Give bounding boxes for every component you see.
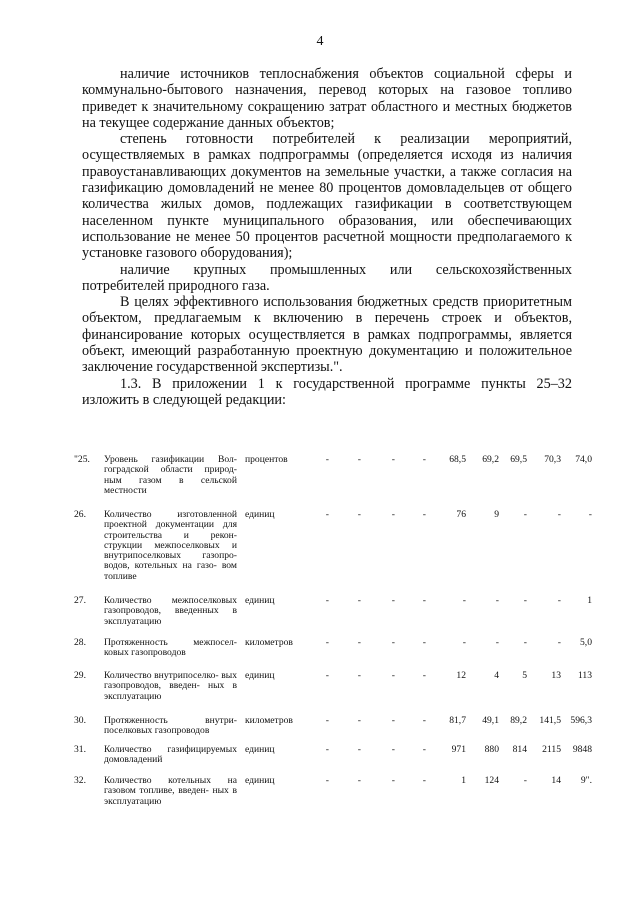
indicator-value: - xyxy=(557,509,561,520)
indicator-value: 69,5 xyxy=(510,454,527,465)
indicator-value: 9". xyxy=(580,775,592,786)
row-number: 32. xyxy=(74,775,86,786)
indicator-value: - xyxy=(357,715,361,726)
indicator-value: - xyxy=(391,595,395,606)
indicator-value: - xyxy=(557,595,561,606)
indicator-value: - xyxy=(357,454,361,465)
indicator-value: 14 xyxy=(551,775,561,786)
indicator-value: - xyxy=(422,595,426,606)
indicator-name: Протяженность межпосел- ковых газопроводов xyxy=(104,637,237,659)
body-text xyxy=(82,66,572,408)
indicator-value: 1 xyxy=(461,775,466,786)
indicator-value: 2115 xyxy=(542,744,561,755)
indicator-name: Количество изготовленной проектной документации для строительства и рекон- струкции межпоселковых и внутрипоселковых газопро- водов, котельных на газо- вом топливе xyxy=(104,509,237,582)
indicator-value: - xyxy=(557,637,561,648)
row-number: 27. xyxy=(74,595,86,606)
table-row xyxy=(74,744,592,766)
indicator-value: 13 xyxy=(551,670,561,681)
unit-of-measure: километров xyxy=(245,715,293,726)
indicator-value: - xyxy=(391,715,395,726)
row-number: "25. xyxy=(74,454,90,465)
indicator-value: - xyxy=(391,509,395,520)
indicator-value: - xyxy=(325,637,329,648)
indicator-value: 49,1 xyxy=(482,715,499,726)
indicator-value: - xyxy=(391,454,395,465)
indicator-value: - xyxy=(422,637,426,648)
indicator-value: - xyxy=(422,744,426,755)
indicator-value: 89,2 xyxy=(510,715,527,726)
indicator-name: Количество межпоселковых газопроводов, введенных в эксплуатацию xyxy=(104,595,237,627)
indicator-value: - xyxy=(523,637,527,648)
indicator-value: - xyxy=(325,744,329,755)
indicator-value: - xyxy=(523,775,527,786)
indicator-value: 1 xyxy=(587,595,592,606)
indicator-value: - xyxy=(325,454,329,465)
unit-of-measure: единиц xyxy=(245,595,275,606)
indicator-value: - xyxy=(462,595,466,606)
page-number: 4 xyxy=(316,34,324,49)
indicator-value: 9 xyxy=(494,509,499,520)
indicator-value: 4 xyxy=(494,670,499,681)
indicator-value: 69,2 xyxy=(482,454,499,465)
table-row xyxy=(74,509,592,582)
row-number: 31. xyxy=(74,744,86,755)
indicator-value: - xyxy=(325,509,329,520)
indicator-value: - xyxy=(357,509,361,520)
indicator-name: Протяженность внутри- поселковых газопроводов xyxy=(104,715,237,737)
indicator-value: - xyxy=(357,744,361,755)
indicator-value: 814 xyxy=(512,744,527,755)
indicator-value: 113 xyxy=(577,670,592,681)
indicator-value: - xyxy=(495,637,499,648)
indicator-value: - xyxy=(495,595,499,606)
indicator-value: - xyxy=(391,637,395,648)
indicator-value: - xyxy=(391,775,395,786)
indicator-value: 880 xyxy=(484,744,499,755)
indicator-value: - xyxy=(462,637,466,648)
indicator-value: 5 xyxy=(522,670,527,681)
unit-of-measure: единиц xyxy=(245,775,275,786)
paragraph: наличие крупных промышленных или сельскохозяйственных потребителей природного газа. xyxy=(82,261,572,294)
unit-of-measure: единиц xyxy=(245,670,275,681)
table-row xyxy=(74,454,592,496)
indicator-value: 70,3 xyxy=(544,454,561,465)
indicator-value: - xyxy=(325,775,329,786)
indicator-value: 81,7 xyxy=(449,715,466,726)
indicator-value: - xyxy=(523,595,527,606)
indicator-name: Количество газифицируемых домовладений xyxy=(104,744,237,766)
indicator-name: Количество внутрипоселко- вых газопроводов, введен- ных в эксплуатацию xyxy=(104,670,237,702)
row-number: 30. xyxy=(74,715,86,726)
indicator-value: - xyxy=(422,670,426,681)
indicator-value: - xyxy=(325,715,329,726)
table-row xyxy=(74,637,592,659)
indicator-value: 141,5 xyxy=(539,715,561,726)
indicator-value: - xyxy=(357,670,361,681)
indicator-name: Уровень газификации Вол- гоградской области природ- ным газом в сельской местности xyxy=(104,454,237,496)
indicator-value: - xyxy=(391,744,395,755)
indicator-value: - xyxy=(422,775,426,786)
indicator-value: - xyxy=(422,454,426,465)
indicator-value: - xyxy=(422,715,426,726)
unit-of-measure: единиц xyxy=(245,509,275,520)
indicator-value: - xyxy=(357,775,361,786)
paragraph: 1.3. В приложении 1 к государственной программе пункты 25–32 изложить в следующей редакции: xyxy=(82,375,572,408)
paragraph: В целях эффективного использования бюджетных средств приоритетным объектом, предлагаемым к включению в перечень строек и объектов, финансирование которых осуществляется в рамках подпрограммы, является объект, имеющий разработанную проектную документацию и положительное заключение государственной экспертизы.". xyxy=(82,294,572,376)
indicator-value: - xyxy=(523,509,527,520)
indicator-value: 74,0 xyxy=(575,454,592,465)
unit-of-measure: единиц xyxy=(245,744,275,755)
indicator-value: - xyxy=(357,637,361,648)
indicator-value: 9848 xyxy=(572,744,592,755)
unit-of-measure: процентов xyxy=(245,454,288,465)
indicator-value: - xyxy=(391,670,395,681)
row-number: 29. xyxy=(74,670,86,681)
table-row xyxy=(74,595,592,627)
indicator-value: - xyxy=(325,595,329,606)
indicator-value: 596,3 xyxy=(570,715,592,726)
indicator-value: - xyxy=(422,509,426,520)
table-row xyxy=(74,775,592,807)
table-row xyxy=(74,715,592,737)
indicator-value: 68,5 xyxy=(449,454,466,465)
indicator-value: 5,0 xyxy=(580,637,592,648)
indicator-value: - xyxy=(588,509,592,520)
indicator-value: 12 xyxy=(456,670,466,681)
table-row xyxy=(74,670,592,702)
paragraph: наличие источников теплоснабжения объектов социальной сферы и коммунально-бытового назначения, перевод которых на газовое топливо приведет к значительному сокращению затрат областного и местных бюджетов на текущее содержание данных объектов; xyxy=(82,66,572,131)
indicator-value: 971 xyxy=(451,744,466,755)
unit-of-measure: километров xyxy=(245,637,293,648)
indicator-value: 76 xyxy=(456,509,466,520)
row-number: 26. xyxy=(74,509,86,520)
indicator-value: - xyxy=(357,595,361,606)
indicator-name: Количество котельных на газовом топливе, введен- ных в эксплуатацию xyxy=(104,775,237,807)
paragraph: степень готовности потребителей к реализации мероприятий, осуществляемых в рамках подпрограммы (определяется исходя из наличия правоустанавливающих документов на земельные участки, а также согласия на газификацию домовладений не менее 80 процентов домовладельцев от общего количества жилых домов, подлежащих газификации в соответствующем населенном пункте муниципального образования, или обеспечивающих использование не менее 50 процентов расчетной мощности предполагаемого к установке газового оборудования); xyxy=(82,131,572,262)
indicator-value: 124 xyxy=(484,775,499,786)
row-number: 28. xyxy=(74,637,86,648)
indicator-value: - xyxy=(325,670,329,681)
